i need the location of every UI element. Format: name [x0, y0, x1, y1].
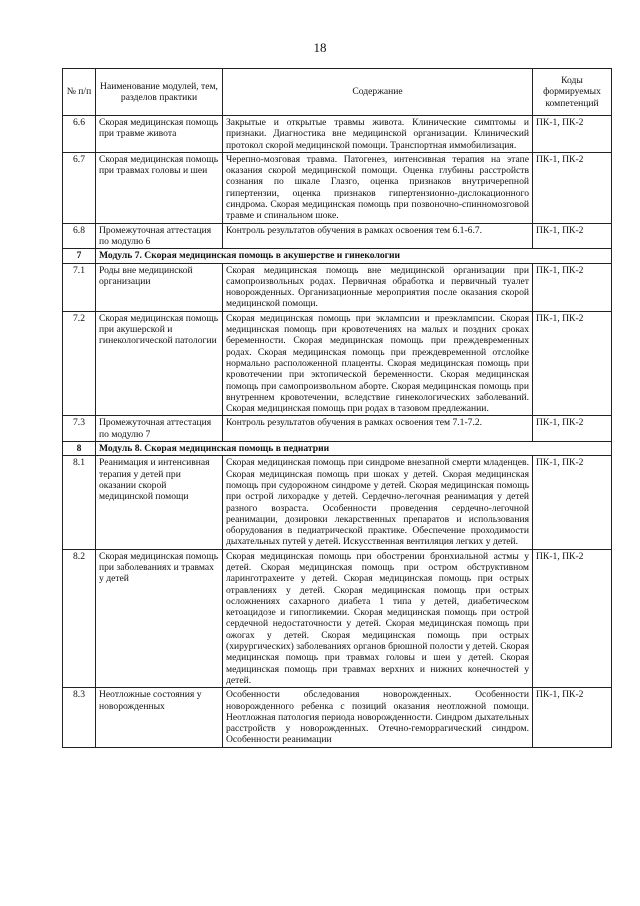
row-codes: ПК-1, ПК-2 — [533, 152, 612, 223]
module-row — [63, 442, 612, 456]
row-codes: ПК-1, ПК-2 — [533, 416, 612, 442]
table-row — [63, 116, 612, 153]
row-content: Скорая медицинская помощь вне медицинской организации при самопроизвольных родах. Первичная обработка и первичный туалет новорожденных. Организационные мероприятия после оказания скорой медицинской помощи. — [223, 263, 533, 311]
row-codes: ПК-1, ПК-2 — [533, 263, 612, 311]
table-header-row — [63, 69, 612, 116]
row-number: 6.6 — [63, 116, 96, 153]
page-number: 18 — [313, 40, 327, 55]
row-number: 7.3 — [63, 416, 96, 442]
row-content: Скорая медицинская помощь при синдроме внезапной смерти младенцев. Скорая медицинская помощь при шоках у детей. Скорая медицинская помощь при судорожном синдроме у детей. Скорая медицинская помощь при острой лихорадке у детей. Сердечно-легочная реанимация у детей разного возраста. Особенности проведения сердечно-легочной реанимации, дозировки лекарственных препаратов и использования оборудования в педиатрической практике. Обеспечение проходимости дыхательных путей у детей. Искусственная вентиляция легких у детей. — [223, 456, 533, 549]
table-row — [63, 456, 612, 549]
table-row — [63, 152, 612, 223]
module-title: Модуль 7. Скорая медицинская помощь в акушерстве и гинекологии — [96, 249, 612, 263]
row-number: 6.8 — [63, 223, 96, 249]
row-content: Контроль результатов обучения в рамках освоения тем 6.1-6.7. — [223, 223, 533, 249]
header-name: Наименование модулей, тем, разделов практики — [96, 69, 223, 116]
row-content: Скорая медицинская помощь при обострении бронхиальной астмы у детей. Скорая медицинская помощь при остром обструктивном ларинготрахеите у детей. Скорая медицинская помощь при острых отравлениях у детей. Скорая медицинская помощь при острых осложнениях сахарного диабета 1 типа у детей, диабетическом кетоацидозе и гипогликемии. Скорая медицинская помощь при острой сердечной недостаточности у детей. Скорая медицинская помощь при ожогах у детей. Скорая медицинская помощь при острых (хирургических) заболеваниях органов брюшной полости у детей. Скорая медицинская помощь при травмах головы и шеи у детей. Скорая медицинская помощь при травмах верхних и нижних конечностей у детей. — [223, 549, 533, 688]
row-topic: Скорая медицинская помощь при акушерской и гинекологической патологии — [96, 311, 223, 416]
row-content: Скорая медицинская помощь при эклампсии и преэклампсии. Скорая медицинская помощь при кровотечениях на малых и поздних сроках беременности. Скорая медицинская помощь при преждевременных родах. Скорая медицинская помощь при преждевременной отслойке нормально расположенной плаценты. Скорая медицинская помощь при кровотечении при эктопической беременности. Скорая медицинская помощь при самопроизвольном аборте. Скорая медицинская помощь при внутреннем кровотечении, вследствие гинекологических заболеваний. Скорая медицинская помощь при родах в тазовом предлежании. — [223, 311, 533, 416]
row-number: 6.7 — [63, 152, 96, 223]
row-number: 7.1 — [63, 263, 96, 311]
header-codes: Коды формируемых компетенций — [533, 69, 612, 116]
row-topic: Неотложные состояния у новорожденных — [96, 688, 223, 747]
row-content: Черепно-мозговая травма. Патогенез, интенсивная терапия на этапе оказания скорой медицинской помощи. Оценка глубины расстройств сознания по шкале Глазго, оценка признаков внутричерепной гипертензии, оценка признаков гипертензионно-дислокационного синдрома. Скорая медицинская помощь при позвоночно-спинномозговой травме и спинальном шоке. — [223, 152, 533, 223]
row-topic: Роды вне медицинской организации — [96, 263, 223, 311]
curriculum-table — [62, 68, 612, 748]
row-codes: ПК-1, ПК-2 — [533, 549, 612, 688]
header-num: № п/п — [63, 69, 96, 116]
module-number: 8 — [63, 442, 96, 456]
table-row — [63, 263, 612, 311]
row-topic: Скорая медицинская помощь при заболеваниях и травмах у детей — [96, 549, 223, 688]
row-codes: ПК-1, ПК-2 — [533, 223, 612, 249]
module-row — [63, 249, 612, 263]
table-row — [63, 688, 612, 747]
row-codes: ПК-1, ПК-2 — [533, 456, 612, 549]
row-topic: Промежуточная аттестация по модулю 7 — [96, 416, 223, 442]
row-topic: Скорая медицинская помощь при травме живота — [96, 116, 223, 153]
row-codes: ПК-1, ПК-2 — [533, 688, 612, 747]
row-number: 8.3 — [63, 688, 96, 747]
table-row — [63, 311, 612, 416]
table-body — [63, 116, 612, 748]
row-content: Закрытые и открытые травмы живота. Клинические симптомы и признаки. Диагностика вне медицинской организации. Клинический протокол скорой медицинской помощи. Транспортная иммобилизация. — [223, 116, 533, 153]
row-codes: ПК-1, ПК-2 — [533, 311, 612, 416]
module-title: Модуль 8. Скорая медицинская помощь в педиатрии — [96, 442, 612, 456]
row-number: 7.2 — [63, 311, 96, 416]
row-number: 8.2 — [63, 549, 96, 688]
row-content: Контроль результатов обучения в рамках освоения тем 7.1-7.2. — [223, 416, 533, 442]
row-topic: Скорая медицинская помощь при травмах головы и шеи — [96, 152, 223, 223]
row-topic: Реанимация и интенсивная терапия у детей при оказании скорой медицинской помощи — [96, 456, 223, 549]
row-topic: Промежуточная аттестация по модулю 6 — [96, 223, 223, 249]
row-number: 8.1 — [63, 456, 96, 549]
table-row — [63, 223, 612, 249]
row-content: Особенности обследования новорожденных. Особенности новорожденного ребенка с позиций оказания неотложной помощи. Неотложная патология периода новорожденности. Синдром дыхательных расстройств у новорожденных. Отечно-геморрагический синдром. Особенности реанимации — [223, 688, 533, 747]
module-number: 7 — [63, 249, 96, 263]
row-codes: ПК-1, ПК-2 — [533, 116, 612, 153]
table-row — [63, 416, 612, 442]
table-row — [63, 549, 612, 688]
header-content: Содержание — [223, 69, 533, 116]
